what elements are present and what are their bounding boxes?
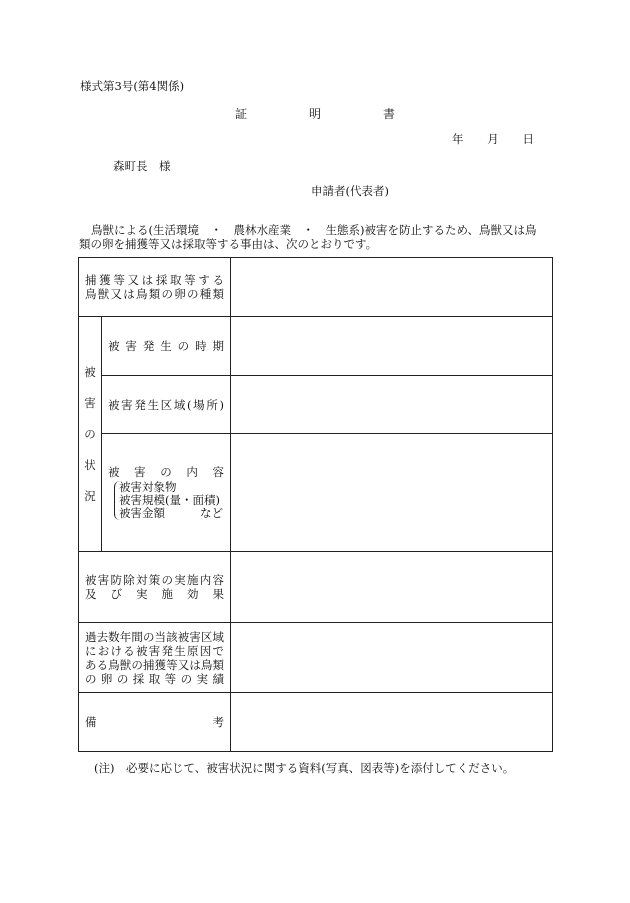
damage-period-label xyxy=(102,317,231,376)
history-label-cell xyxy=(79,623,231,693)
damage-period-value-cell[interactable] xyxy=(231,317,553,376)
intro-line-2: 類の卵を捕獲等又は採取等する事由は、次のとおりです。 xyxy=(79,237,378,251)
remarks-label-left: 備 xyxy=(85,715,97,729)
measures-label-cell xyxy=(79,552,231,623)
damage-content-label xyxy=(102,434,231,552)
damage-content-title: 被害の内容 xyxy=(108,465,224,479)
damage-area-value-cell[interactable] xyxy=(231,376,553,434)
damage-status-char: 状 xyxy=(84,458,96,472)
measures-label-line: 及び実施効果 xyxy=(85,587,224,601)
date-line xyxy=(452,131,534,147)
table-row xyxy=(79,552,553,623)
title-char: 証 xyxy=(235,107,248,121)
applicant-label: 申請者(代表者) xyxy=(311,184,389,198)
damage-content-item: 被害対象物 xyxy=(119,480,177,494)
damage-content-item: 被害金額 xyxy=(119,506,165,520)
damage-status-header xyxy=(79,317,102,552)
intro-paragraph xyxy=(79,223,551,251)
species-label-cell xyxy=(79,258,231,317)
measures-label-line: 被害防除対策の実施内容 xyxy=(85,573,224,587)
damage-status-char: 被 xyxy=(84,365,96,379)
damage-period-text: 被害発生の時期 xyxy=(108,339,224,353)
damage-area-text: 被害発生区域(場所) xyxy=(108,397,224,412)
history-label-line: における被害発生原因で xyxy=(85,643,224,658)
remarks-value-cell[interactable] xyxy=(231,693,553,752)
history-label-line: ある鳥獣の捕獲等又は鳥類 xyxy=(85,657,224,672)
history-value-cell[interactable] xyxy=(231,623,553,693)
species-value-cell[interactable] xyxy=(231,258,553,317)
intro-line-1: 鳥獣による(生活環境 ・ 農林水産業 ・ 生態系)被害を防止するため、鳥獣又は鳥 xyxy=(91,223,537,237)
damage-area-label xyxy=(102,376,231,434)
damage-content-item: 被害規模(量・面積) xyxy=(119,493,220,507)
title-char: 書 xyxy=(382,107,395,121)
date-year-label: 年 xyxy=(452,132,464,146)
remarks-label-cell xyxy=(79,693,231,752)
table-row xyxy=(79,693,553,752)
damage-content-brace-list xyxy=(114,481,223,520)
species-label-line: 鳥獣又は鳥類の卵の種類 xyxy=(85,287,224,301)
damage-content-value-cell[interactable] xyxy=(231,434,553,552)
remarks-label-right: 考 xyxy=(212,715,224,729)
damage-content-item-row xyxy=(119,507,223,520)
table-row xyxy=(79,258,553,317)
table-row xyxy=(79,376,553,434)
form-number: 様式第3号(第4関係) xyxy=(80,79,185,93)
species-label-line: 捕獲等又は採取等する xyxy=(85,273,224,287)
title-char: 明 xyxy=(308,107,321,121)
addressee: 森町長 様 xyxy=(113,159,171,173)
table-row xyxy=(79,317,553,376)
table-row xyxy=(79,623,553,693)
damage-status-char: 害 xyxy=(84,396,96,410)
date-day-label: 日 xyxy=(522,132,534,146)
table-row xyxy=(79,434,553,552)
damage-content-etc: など xyxy=(200,506,223,520)
damage-status-char: の xyxy=(84,427,96,441)
history-label-line: の卵の採取等の実績 xyxy=(85,671,224,686)
date-month-label: 月 xyxy=(487,132,499,146)
document-title xyxy=(235,105,395,122)
footnote: (注) 必要に応じて、被害状況に関する資料(写真、図表等)を添付してください。 xyxy=(94,761,515,775)
measures-value-cell[interactable] xyxy=(231,552,553,623)
proof-table xyxy=(78,257,553,752)
history-label-line: 過去数年間の当該被害区域 xyxy=(85,629,224,644)
damage-status-char: 況 xyxy=(84,489,96,503)
